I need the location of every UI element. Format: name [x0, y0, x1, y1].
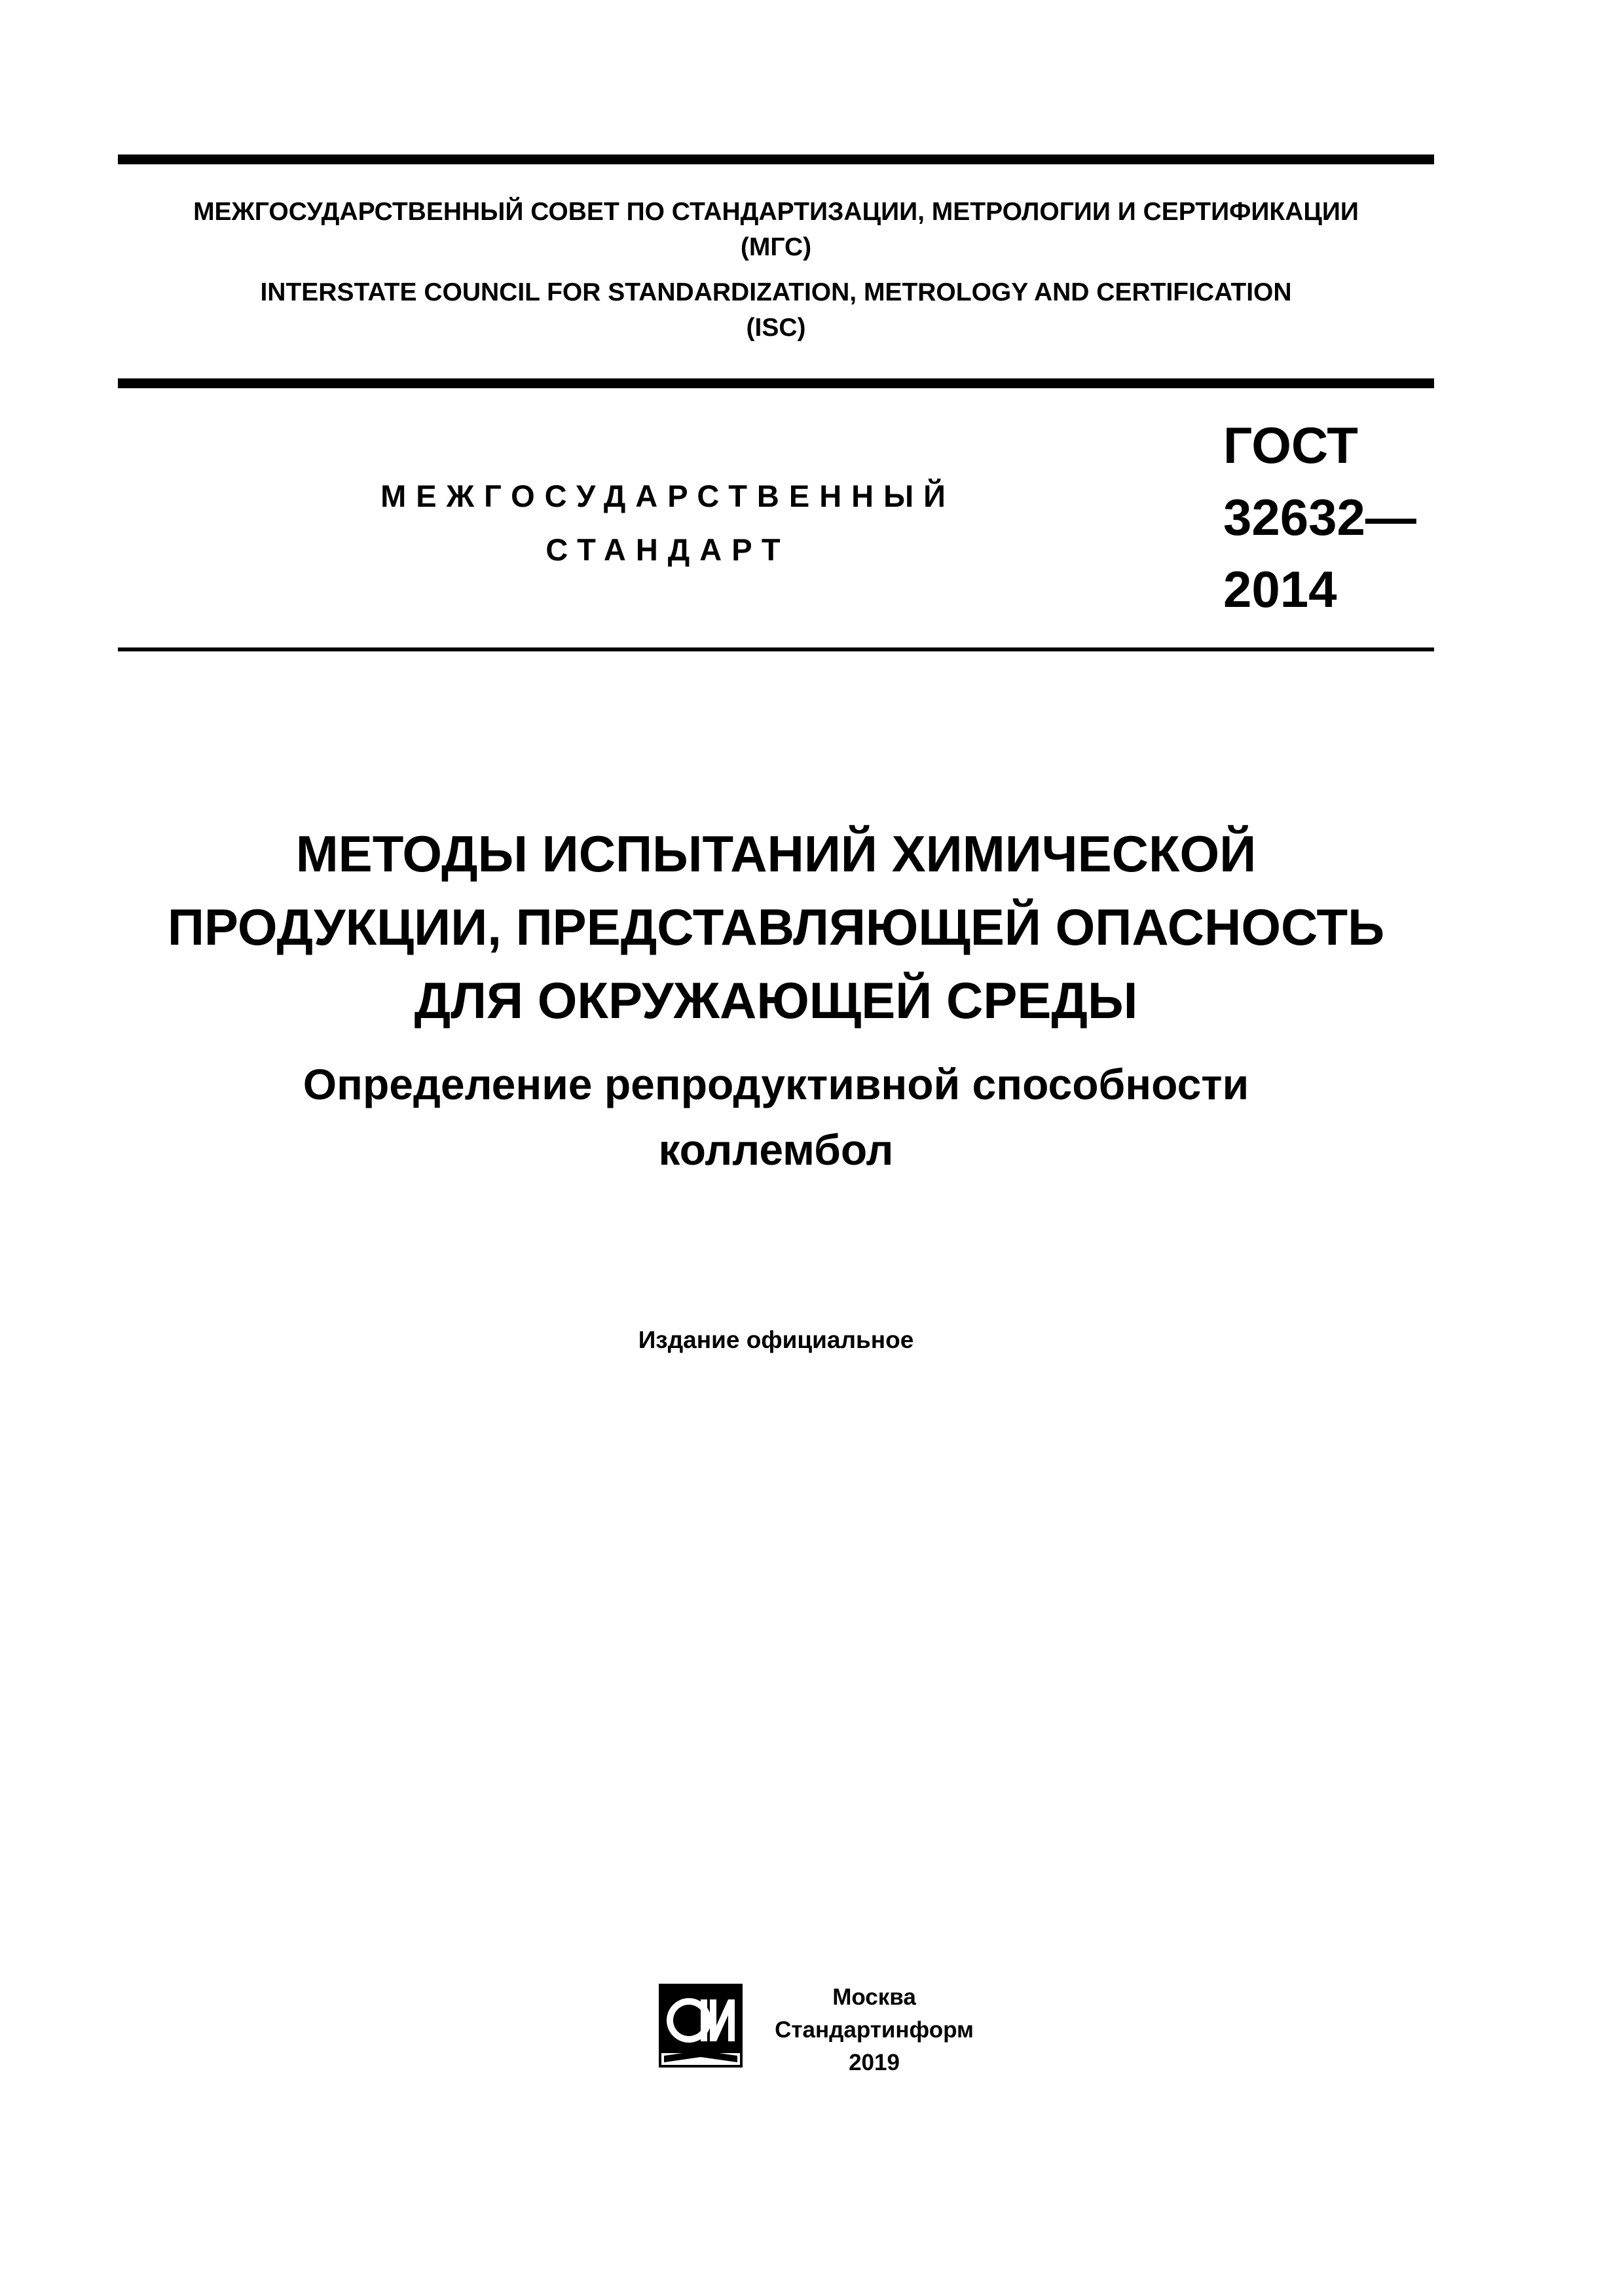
document-subtitle-line1: Определение репродуктивной способности — [303, 1060, 1249, 1108]
council-name-ru — [118, 194, 1434, 265]
standard-type-line2: СТАНДАРТ — [545, 532, 790, 567]
imprint-city: Москва — [832, 1984, 916, 2010]
standard-type — [314, 469, 1022, 577]
document-title-line2: ПРОДУКЦИИ, ПРЕДСТАВЛЯЮЩЕЙ ОПАСНОСТЬ — [167, 898, 1385, 956]
gost-prefix: ГОСТ — [1223, 416, 1358, 474]
document-title — [118, 817, 1434, 1037]
bottom-rule — [118, 647, 1434, 651]
council-name-en-text: INTERSTATE COUNCIL FOR STANDARDIZATION, METROLOGY AND CERTIFICATION — [260, 278, 1292, 306]
imprint-year: 2019 — [849, 2050, 900, 2075]
top-rule — [118, 155, 1434, 164]
council-name-en — [118, 275, 1434, 346]
middle-rule — [118, 378, 1434, 388]
document-title-line1: МЕТОДЫ ИСПЫТАНИЙ ХИМИЧЕСКОЙ — [295, 825, 1257, 883]
document-title-line3: ДЛЯ ОКРУЖАЮЩЕЙ СРЕДЫ — [414, 972, 1138, 1029]
gost-designation — [1223, 409, 1416, 625]
imprint — [766, 1981, 982, 2079]
gost-number: 32632— — [1223, 488, 1416, 546]
document-subtitle-line2: коллембол — [658, 1125, 894, 1174]
edition-note: Издание официальное — [638, 1326, 914, 1353]
imprint-publisher: Стандартинформ — [775, 2017, 974, 2043]
standard-type-line1: МЕЖГОСУДАРСТВЕННЫЙ — [380, 479, 955, 513]
gost-year: 2014 — [1223, 560, 1337, 618]
document-subtitle — [118, 1051, 1434, 1182]
council-abbr-ru: (МГС) — [740, 233, 812, 261]
standartinform-logo-icon — [655, 1980, 747, 2071]
council-name-ru-text: МЕЖГОСУДАРСТВЕННЫЙ СОВЕТ ПО СТАНДАРТИЗАЦИИ, МЕТРОЛОГИИ И СЕРТИФИКАЦИИ — [193, 198, 1359, 226]
council-abbr-en: (ISC) — [746, 314, 806, 342]
